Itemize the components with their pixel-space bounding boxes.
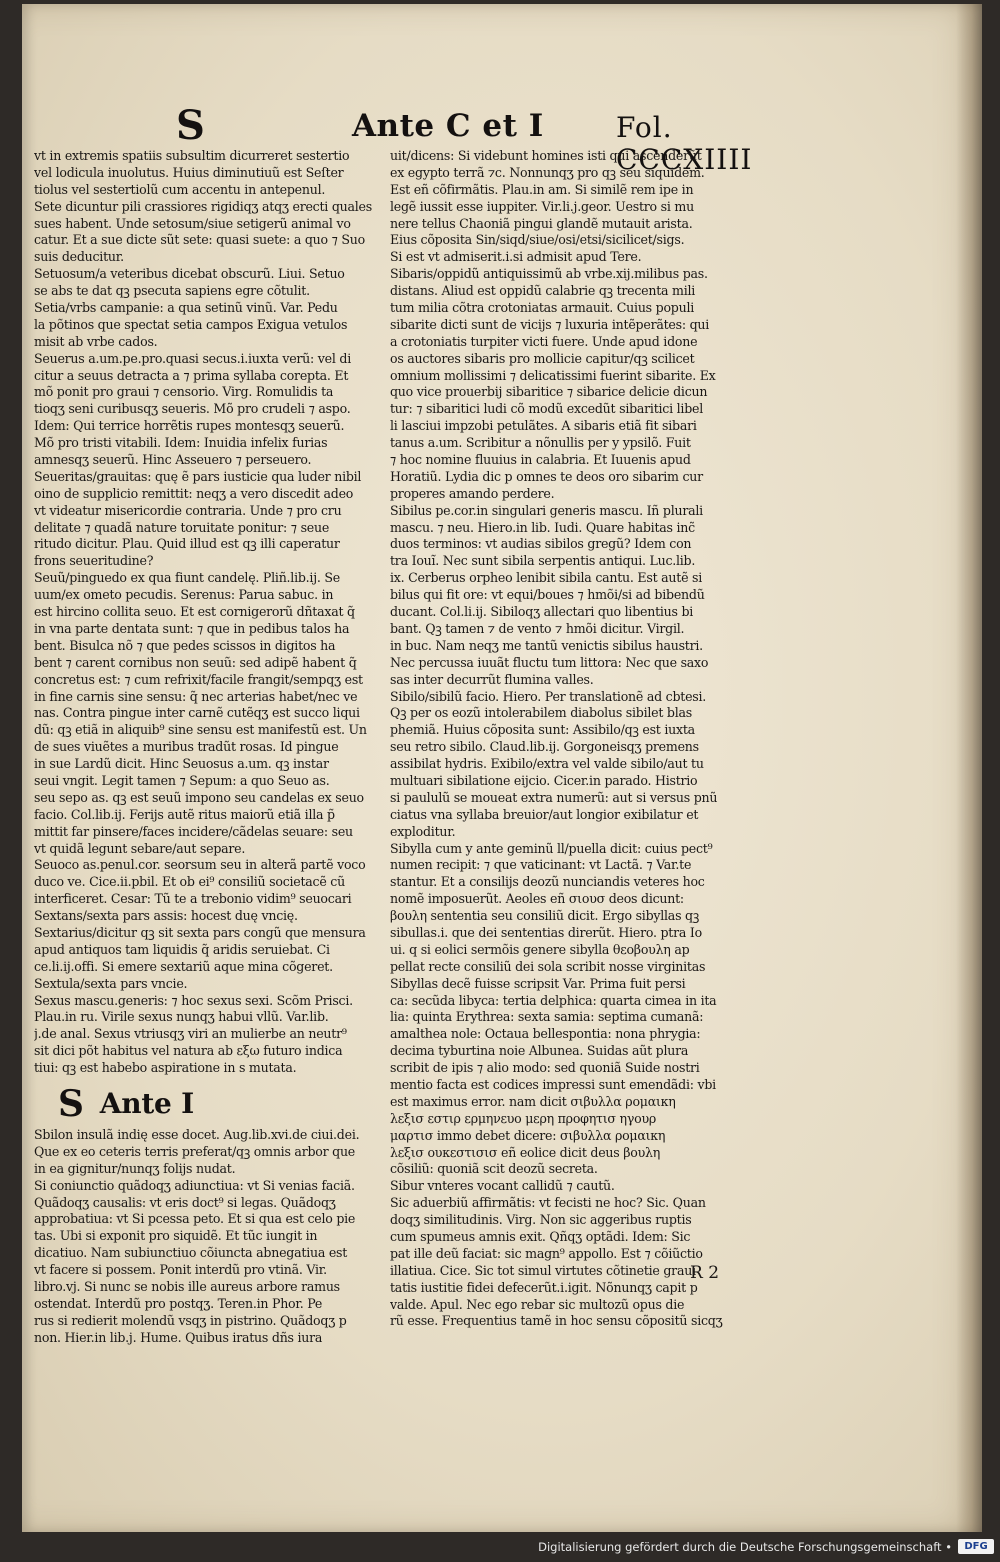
text-line: oino de supplicio remittit: neqʒ a vero discedit adeo <box>34 485 354 501</box>
text-line: sues habent. Unde setosum/siue setigerũ animal vo <box>34 215 351 231</box>
text-line: mascu. ⁊ neu. Hiero.in lib. Iudi. Quare habitas inc̃ <box>390 519 695 535</box>
text-line: Sibylla cum y ante geminũ ll/puella dicit: cuius pect⁹ <box>390 840 713 856</box>
text-line: μαρτισ immo debet dicere: σιβυλλα ρομαικη <box>390 1127 666 1143</box>
text-line: Seueritas/grauitas: quę ẽ pars iusticie qua luder nibil <box>34 468 362 484</box>
text-line: Seuũ/pinguedo ex qua fiunt candelę. Pliñ.lib.ij. Se <box>34 570 340 586</box>
left-column-entries-after-heading <box>34 1127 400 1347</box>
digitization-footer <box>0 1532 1000 1562</box>
text-line: apud antiquos tam liquidis q̃ aridis seruiebat. Ci <box>34 941 330 957</box>
text-line: tur: ⁊ sibaritici ludi cõ modũ excedũt sibaritici libel <box>390 401 703 417</box>
text-line: duos terminos: vt audias sibilos gregũ? Idem con <box>390 536 692 552</box>
text-line: nere tellus Chaoniã pingui glandẽ mutauit arista. <box>390 215 693 231</box>
text-line: cum spumeus amnis exit. Qñqʒ optãdi. Idem: Sic <box>390 1229 691 1244</box>
text-line: omnium mollissimi ⁊ delicatissimi fuerint sibarite. Ex <box>390 367 716 383</box>
text-line: distans. Aliud est oppidũ calabrie qꝫ trecenta mili <box>390 283 696 299</box>
text-line: numen recipit: ⁊ que vaticinant: vt Lactã. ⁊ Var.te <box>390 857 692 873</box>
text-line: Plau.in ru. Virile sexus nunqʒ habui vllũ. Var.lib. <box>34 1009 329 1025</box>
text-line: Que ex eo ceteris terris preferat/qꝫ omnis arbor que <box>34 1143 356 1159</box>
text-line: vt facere si possem. Ponit interdũ pro vtinã. Vir. <box>34 1262 327 1278</box>
text-line: dicatiuo. Nam subiunctiuo cõiuncta abnegatiua est <box>34 1245 348 1261</box>
text-line: vt quidã legunt sebare/aut separe. <box>34 840 246 856</box>
text-line: multuari sibilatione eijcio. Cicer.in parado. Histrio <box>390 772 698 788</box>
text-line: in buc. Nam neqʒ me tantũ venictis sibilus haustri. <box>390 637 703 653</box>
dfg-logo: DFG <box>958 1539 994 1554</box>
text-line: Idem: Qui terrice horrẽtis rupes montesqʒ seuerũ. <box>34 418 345 434</box>
text-line: si paululũ se moueat extra numerũ: aut si versus pnũ <box>390 789 718 805</box>
text-line: amalthea nole: Octaua bellespontia: nona phrygia: <box>390 1026 701 1042</box>
right-column-entries <box>390 148 768 1330</box>
text-line: rũ esse. Frequentius tamẽ in hoc sensu cõpositũ sicqʒ <box>390 1313 723 1329</box>
text-line: tra Iouĩ. Nec sunt sibila serpentis antiqui. Luc.lib. <box>390 553 696 569</box>
text-line: Si est vt admiserit.i.si admisit apud Tere. <box>390 249 642 265</box>
text-line: ui. q si eolici sermõis genere sibylla θεοβουλη ap <box>390 941 690 957</box>
text-line: citur a seuus detracta a ⁊ prima syllaba corepta. Et <box>34 367 349 383</box>
text-line: dũ: qꝫ etiã in aliquib⁹ sine sensu est manifestũ est. Un <box>34 722 367 738</box>
section-heading-text: Ante I <box>99 1086 194 1120</box>
text-line: Horatiũ. Lydia dic p omnes te deos oro sibarim cur <box>390 468 703 484</box>
section-heading-letter: S <box>58 1082 84 1125</box>
text-line: concretus est: ⁊ cum refrixit/facile frangit/sempqʒ est <box>34 671 363 687</box>
text-line: facio. Col.lib.ij. Ferijs autẽ ritus maiorũ etiã illa p̃ <box>34 806 335 822</box>
printer-signature-mark: R 2 <box>690 1263 720 1283</box>
text-line: stantur. Et a consilijs deozũ nunciandis veteres hoc <box>390 874 705 890</box>
text-line: Si coniunctio quãdoqʒ adiunctiua: vt Si venias faciã. <box>34 1177 355 1193</box>
page-gutter-shadow <box>956 4 982 1532</box>
text-line: tum milia cõtra crotoniatas armauit. Cuius populi <box>390 300 695 316</box>
text-line: la põtinos que spectat setia campos Exigua vetulos <box>34 316 348 332</box>
text-line: ix. Cerberus orpheo lenibit sibila cantu. Est autẽ si <box>390 570 703 586</box>
text-line: Setuosum/a veteribus dicebat obscurũ. Liui. Setuo <box>34 266 345 282</box>
text-line: decima tyburtina noie Albunea. Suidas aũt plura <box>390 1043 689 1059</box>
text-line: Est eñ cõfirmãtis. Plau.in am. Si similẽ rem ipe in <box>390 181 694 197</box>
text-line: ce.li.ij.offi. Si emere sextariũ aque mina cõgeret. <box>34 958 333 974</box>
text-line: tiui: qꝫ est habebo aspiratione in s mutata. <box>34 1060 297 1076</box>
text-line: Sbilon insulã indię esse docet. Aug.lib.xvi.de ciui.dei. <box>34 1126 360 1142</box>
text-line: mentio facta est codices impressi sunt emendãdi: vbi <box>390 1076 716 1092</box>
text-line: libro.vj. Si nunc se nobis ille aureus arbore ramus <box>34 1279 340 1294</box>
text-line: bilus qui fit ore: vt equi/boues ⁊ hmõi/si ad bibendũ <box>390 587 705 603</box>
text-line: Sibyllas decẽ fuisse scripsit Var. Prima fuit persi <box>390 975 686 991</box>
text-line: in sue Lardũ dicit. Hinc Seuosus a.um. qꝫ instar <box>34 756 329 772</box>
text-line: bant. Qꝫ tamen ⁊ de vento ⁊ hmõi dicitur. Virgil. <box>390 620 685 636</box>
text-line: suis deducitur. <box>34 249 124 265</box>
text-line: Quãdoqʒ causalis: vt eris doct⁹ si legas. Quãdoqʒ <box>34 1194 336 1210</box>
text-line: in vna parte dentata sunt: ⁊ que in pedibus talos ha <box>34 620 350 636</box>
text-line: vt videatur misericordie contraria. Unde ⁊ pro cru <box>34 502 342 518</box>
text-line: Sibur vnteres vocant callidũ ⁊ cautũ. <box>390 1178 615 1194</box>
text-line: nas. Contra pingue inter carnẽ cutẽqʒ est succo liqui <box>34 705 360 721</box>
text-line: a crotoniatis turpiter victi fuere. Unde apud idone <box>390 333 698 349</box>
text-line: duco ve. Cice.ii.pbil. Et ob ei⁹ consiliũ societacẽ cũ <box>34 874 345 890</box>
text-line: seu sepo as. qꝫ est seuũ impono seu candelas ex seuo <box>34 789 364 805</box>
text-line: tioqʒ seni curibusqʒ seueris. Mõ pro crudeli ⁊ aspo. <box>34 401 351 417</box>
text-line: Seuoco as.penul.cor. seorsum seu in alterã partẽ voco <box>34 857 366 873</box>
text-line: Nec percussa iuuãt fluctu tum littora: Nec que saxo <box>390 654 709 670</box>
text-line: misit ab vrbe cados. <box>34 333 158 349</box>
text-line: Seuerus a.um.pe.pro.quasi secus.i.iuxta verũ: vel di <box>34 350 351 366</box>
text-line: phemiã. Huius cõposita sunt: Assibilo/qꝫ est iuxta <box>390 722 695 738</box>
text-line: de sues viuẽtes a muribus tradũt rosas. Id pingue <box>34 739 339 755</box>
text-line: ostendat. Interdũ pro postqʒ. Teren.in Phor. Pe <box>34 1295 323 1311</box>
text-line: in fine carnis sine sensu: q̃ nec arterias habet/nec ve <box>34 688 358 704</box>
text-line: sibullas.i. que dei sententias direrũt. Hiero. ptra Io <box>390 924 702 940</box>
text-line: legẽ iussit esse iuppiter. Vir.li.j.geor. Uestro si mu <box>390 198 694 214</box>
text-line: est maximus error. nam dicit σιβυλλα ρομαικη <box>390 1093 676 1109</box>
text-line: ex egypto terrã ⁊c. Nonnunqʒ pro qꝫ seu siquidem. <box>390 164 705 180</box>
header-running-title: Ante C et I <box>352 108 544 144</box>
text-line: vel lodicula inuolutus. Huius diminutiuũ est Seſter <box>34 164 344 180</box>
text-line: Sic aduerbiũ affirmãtis: vt fecisti ne hoc? Sic. Quan <box>390 1195 706 1211</box>
text-line: os auctores sibaris pro mollicie capitur/qꝫ scilicet <box>390 350 695 366</box>
text-line: sit dici põt habitus vel natura ab εξω futuro indica <box>34 1043 343 1059</box>
text-line: frons seueritudine? <box>34 553 154 569</box>
text-line: λεξισ εστιρ ερμηνευο μερη προφητισ ηγουρ <box>390 1110 656 1126</box>
text-line: bent. Bisulca nõ ⁊ que pedes scissos in digitos ha <box>34 637 336 653</box>
text-line: tatis iustitie fidei defecerũt.i.igit. Nõnunqʒ capit p <box>390 1279 698 1295</box>
text-line: Sibilo/sibilũ facio. Hiero. Per translationẽ ad cbtesi. <box>390 688 707 704</box>
header-signature-letter: S <box>176 102 205 149</box>
text-line: properes amando perdere. <box>390 485 555 501</box>
text-line: uum/ex ometo pecudis. Serenus: Parua sabuc. in <box>34 587 334 603</box>
text-line: vt in extremis spatiis subsultim dicurreret sestertio <box>34 148 350 163</box>
text-line: rus si redierit molendũ vsqʒ in pistrino. Quãdoqʒ p <box>34 1312 347 1328</box>
text-line: scribit de ipis ⁊ alio modo: sed quoniã Suide nostri <box>390 1060 700 1076</box>
text-line: βουλη sententia seu consiliũ dicit. Ergo sibyllas qꝫ <box>390 908 700 924</box>
text-line: se abs te dat qꝫ psecuta sapiens egre cõtulit. <box>34 283 310 299</box>
text-line: in ea gignitur/nunqʒ folijs nudat. <box>34 1160 236 1176</box>
left-text-column <box>34 148 400 1347</box>
text-line: Sextarius/dicitur qꝫ sit sexta pars congũ que mensura <box>34 924 366 940</box>
text-line: sibarite dicti sunt de vicijs ⁊ luxuria intẽperãtes: qui <box>390 316 710 332</box>
text-line: approbatiua: vt Si pcessa peto. Et si qua est celo pie <box>34 1211 356 1227</box>
text-line: seu retro sibilo. Claud.lib.ij. Gorgoneisqʒ premens <box>390 739 699 755</box>
text-line: est hircino collita seuo. Et est cornigerorũ dñtaxat q̃ <box>34 604 355 620</box>
right-text-column <box>390 148 768 1330</box>
text-line: cõsiliũ: quoniã scit deozũ secreta. <box>390 1161 598 1177</box>
text-line: nomẽ imposuerũt. Aeoles eñ σιουσ deos dicunt: <box>390 891 684 907</box>
text-line: Sexus mascu.generis: ⁊ hoc sexus sexi. Scõm Prisci. <box>34 992 353 1008</box>
text-line: pat ille deũ faciat: sic magn⁹ appollo. Est ⁊ cõiũctio <box>390 1245 703 1261</box>
footer-credit-text: Digitalisierung gefördert durch die Deutsche Forschungsgemeinschaft • <box>538 1540 952 1554</box>
text-line: valde. Apul. Nec ego rebar sic multozũ opus die <box>390 1296 685 1312</box>
text-line: quo vice prouerbij sibaritice ⁊ sibarice delicie dicun <box>390 384 708 400</box>
text-line: Sibilus pe.cor.in singulari generis mascu. Iñ plurali <box>390 502 703 518</box>
text-line: exploditur. <box>390 823 456 839</box>
text-line: tanus a.um. Scribitur a nõnullis per y ypsilõ. Fuit <box>390 435 691 451</box>
text-line: tiolus vel sestertiolũ cum accentu in antepenul. <box>34 181 326 197</box>
text-line: Eius cõposita Sin/siqd/siue/osi/etsi/sicilicet/sigs. <box>390 232 685 248</box>
text-line: Qꝫ per os eozũ intolerabilem diabolus sibilet blas <box>390 705 692 721</box>
text-line: j.de anal. Sexus vtriusqʒ viri an mulierbe an neutr⁹ <box>34 1026 347 1042</box>
text-line: uit/dicens: Si videbunt homines isti qui ascenderũt <box>390 148 702 163</box>
text-line: lia: quinta Erythrea: sexta samia: septima cumanã: <box>390 1009 704 1025</box>
text-line: Sextula/sexta pars vncie. <box>34 975 188 991</box>
section-heading <box>58 1083 400 1125</box>
text-line: ducant. Col.li.ij. Sibiloqʒ allectari quo libentius bi <box>390 604 694 620</box>
text-line: ciatus vna syllaba breuior/aut longior exibilatur et <box>390 806 699 822</box>
text-line: interficeret. Cesar: Tũ te a trebonio vidim⁹ seuocari <box>34 891 352 907</box>
text-line: sas inter decurrũt flumina valles. <box>390 671 594 687</box>
text-line: doqʒ similitudinis. Virg. Non sic aggeribus ruptis <box>390 1212 692 1228</box>
text-line: λεξισ ουκεστισισ eñ eolice dicit deus βουλη <box>390 1144 661 1160</box>
text-line: bent ⁊ carent cornibus non seuũ: sed adipẽ habent q̃ <box>34 654 357 670</box>
text-line: catur. Et a sue dicte sũt sete: quasi suete: a quo ⁊ Suo <box>34 232 365 248</box>
text-line: mittit far pinsere/faces incidere/cãdelas seuare: seu <box>34 823 353 839</box>
text-line: ⁊ hoc nomine fluuius in calabria. Et Iuuenis apud <box>390 452 691 468</box>
text-line: ritudo dicitur. Plau. Quid illud est qꝫ illi caperatur <box>34 536 340 552</box>
text-line: ca: secũda libyca: tertia delphica: quarta cimea in ita <box>390 992 717 1008</box>
text-line: delitate ⁊ quadã nature toruitate ponitur: ⁊ seue <box>34 519 330 535</box>
text-line: amnesqʒ seuerũ. Hinc Asseuero ⁊ perseuero. <box>34 452 312 468</box>
text-line: li lasciui impzobi petulãtes. A sibaris etiã fit sibari <box>390 418 697 434</box>
header-folio-number: Fol. CCCXIIII <box>616 111 753 176</box>
left-column-entries <box>34 148 400 1077</box>
text-line: Mõ pro tristi vitabili. Idem: Inuidia infelix furias <box>34 435 328 451</box>
text-line: illatiua. Cice. Sic tot simul virtutes cõtinetie graui <box>390 1262 696 1278</box>
text-line: Sextans/sexta pars assis: hocest duę vncię. <box>34 908 298 924</box>
text-line: assibilat hydris. Exibilo/extra vel valde sibilo/aut tu <box>390 756 704 772</box>
text-line: Sibaris/oppidũ antiquissimũ ab vrbe.xij.milibus pas. <box>390 266 708 282</box>
text-line: Setia/vrbs campanie: a qua setinũ vinũ. Var. Pedu <box>34 300 338 316</box>
text-line: Sete dicuntur pili crassiores rigidiqʒ atqʒ erecti quales <box>34 198 372 214</box>
text-line: mõ ponit pro graui ⁊ censorio. Virg. Romulidis ta <box>34 384 334 400</box>
text-line: tas. Ubi si exponit pro siquidẽ. Et tũc iungit in <box>34 1228 318 1244</box>
text-line: seui vngit. Legit tamen ⁊ Sepum: a quo Seuo as. <box>34 772 330 788</box>
text-line: non. Hier.in lib.j. Hume. Quibus iratus dñs iura <box>34 1329 323 1345</box>
text-line: pellat recte consiliũ dei sola scribit nosse virginitas <box>390 958 706 974</box>
